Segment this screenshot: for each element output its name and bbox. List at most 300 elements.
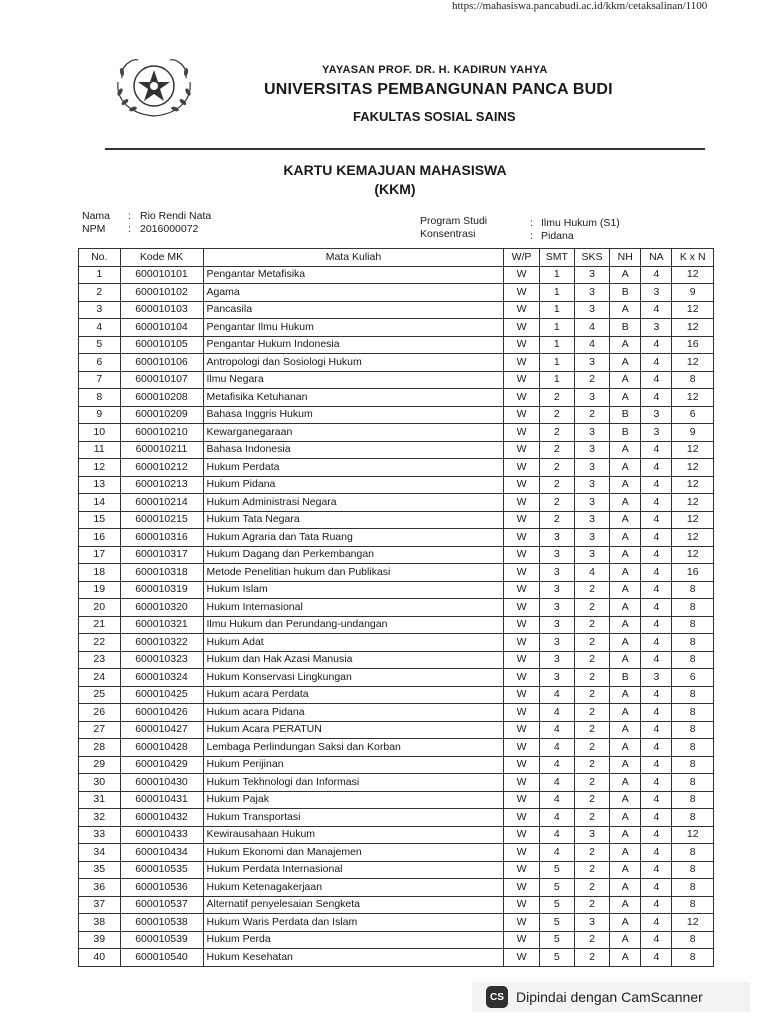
- cell-sks: 2: [574, 879, 609, 897]
- cell-kxn: 8: [672, 651, 714, 669]
- cell-kxn: 16: [672, 336, 714, 354]
- cell-nh: B: [610, 669, 641, 687]
- cell-no: 28: [79, 739, 121, 757]
- cell-smt: 4: [539, 809, 574, 827]
- cell-na: 4: [641, 371, 672, 389]
- cell-smt: 1: [539, 336, 574, 354]
- cell-sks: 2: [574, 599, 609, 617]
- cell-kxn: 8: [672, 739, 714, 757]
- cell-na: 3: [641, 406, 672, 424]
- cell-no: 20: [79, 599, 121, 617]
- cell-mata-kuliah: Hukum Konservasi Lingkungan: [203, 669, 504, 687]
- cell-kode-mk: 600010536: [120, 879, 203, 897]
- cell-na: 3: [641, 319, 672, 337]
- cell-wp: W: [504, 301, 539, 319]
- cell-kxn: 8: [672, 721, 714, 739]
- cell-smt: 3: [539, 634, 574, 652]
- cell-smt: 5: [539, 896, 574, 914]
- cell-nh: A: [610, 809, 641, 827]
- cell-sks: 3: [574, 826, 609, 844]
- cell-na: 4: [641, 721, 672, 739]
- table-row: [79, 774, 714, 792]
- table-row: [79, 406, 714, 424]
- cell-wp: W: [504, 494, 539, 512]
- cell-smt: 1: [539, 371, 574, 389]
- cell-wp: W: [504, 844, 539, 862]
- cell-kxn: 8: [672, 704, 714, 722]
- table-header-row: [79, 249, 714, 267]
- cell-na: 3: [641, 424, 672, 442]
- cell-nh: B: [610, 284, 641, 302]
- cell-mata-kuliah: Metafisika Ketuhanan: [203, 389, 504, 407]
- col-sks: SKS: [574, 249, 609, 267]
- cell-smt: 4: [539, 739, 574, 757]
- cell-wp: W: [504, 669, 539, 687]
- cell-no: 5: [79, 336, 121, 354]
- table-row: [79, 791, 714, 809]
- cell-sks: 3: [574, 529, 609, 547]
- cell-kxn: 12: [672, 476, 714, 494]
- cell-smt: 2: [539, 459, 574, 477]
- cell-smt: 4: [539, 791, 574, 809]
- cell-sks: 2: [574, 581, 609, 599]
- cell-sks: 2: [574, 371, 609, 389]
- cell-na: 4: [641, 581, 672, 599]
- cell-sks: 2: [574, 721, 609, 739]
- cell-na: 4: [641, 301, 672, 319]
- cell-kode-mk: 600010538: [120, 914, 203, 932]
- cell-no: 26: [79, 704, 121, 722]
- npm-value: 2016000072: [140, 223, 199, 235]
- cell-no: 19: [79, 581, 121, 599]
- cell-mata-kuliah: Hukum Perda: [203, 931, 504, 949]
- cell-nh: A: [610, 739, 641, 757]
- cell-kxn: 8: [672, 844, 714, 862]
- cell-sks: 2: [574, 704, 609, 722]
- cell-wp: W: [504, 319, 539, 337]
- cell-smt: 4: [539, 686, 574, 704]
- cell-smt: 2: [539, 406, 574, 424]
- cell-no: 24: [79, 669, 121, 687]
- cell-wp: W: [504, 861, 539, 879]
- cell-wp: W: [504, 371, 539, 389]
- cell-smt: 3: [539, 599, 574, 617]
- table-row: [79, 441, 714, 459]
- table-row: [79, 494, 714, 512]
- cell-sks: 2: [574, 634, 609, 652]
- cell-kxn: 12: [672, 301, 714, 319]
- cell-kxn: 12: [672, 354, 714, 372]
- cell-nh: A: [610, 266, 641, 284]
- table-row: [79, 301, 714, 319]
- cell-kode-mk: 600010432: [120, 809, 203, 827]
- cell-smt: 4: [539, 704, 574, 722]
- cell-kxn: 12: [672, 441, 714, 459]
- cell-smt: 1: [539, 354, 574, 372]
- cell-no: 3: [79, 301, 121, 319]
- cell-na: 4: [641, 389, 672, 407]
- cell-no: 38: [79, 914, 121, 932]
- cell-na: 4: [641, 931, 672, 949]
- cell-sks: 3: [574, 546, 609, 564]
- cell-sks: 3: [574, 301, 609, 319]
- cell-nh: A: [610, 844, 641, 862]
- cell-na: 4: [641, 529, 672, 547]
- cell-nh: A: [610, 546, 641, 564]
- cell-sks: 2: [574, 791, 609, 809]
- cell-wp: W: [504, 791, 539, 809]
- table-row: [79, 511, 714, 529]
- cell-wp: W: [504, 336, 539, 354]
- cell-mata-kuliah: Pengantar Metafisika: [203, 266, 504, 284]
- table-row: [79, 371, 714, 389]
- cell-wp: W: [504, 599, 539, 617]
- camscanner-watermark: [472, 982, 750, 1012]
- cell-kode-mk: 600010321: [120, 616, 203, 634]
- cell-na: 4: [641, 739, 672, 757]
- document-subtitle: (KKM): [374, 181, 416, 197]
- cell-na: 4: [641, 686, 672, 704]
- cell-nh: A: [610, 914, 641, 932]
- table-row: [79, 826, 714, 844]
- name-value: Rio Rendi Nata: [140, 210, 212, 222]
- cell-sks: 2: [574, 686, 609, 704]
- cell-no: 32: [79, 809, 121, 827]
- cell-wp: W: [504, 354, 539, 372]
- cell-sks: 3: [574, 511, 609, 529]
- cell-smt: 1: [539, 301, 574, 319]
- cell-sks: 3: [574, 354, 609, 372]
- cell-mata-kuliah: Hukum Tekhnologi dan Informasi: [203, 774, 504, 792]
- cell-kxn: 8: [672, 634, 714, 652]
- cell-sks: 2: [574, 651, 609, 669]
- cell-na: 4: [641, 791, 672, 809]
- cell-wp: W: [504, 931, 539, 949]
- cell-smt: 5: [539, 949, 574, 967]
- cell-nh: A: [610, 389, 641, 407]
- table-row: [79, 634, 714, 652]
- cell-sks: 2: [574, 669, 609, 687]
- cell-kode-mk: 600010537: [120, 896, 203, 914]
- cell-na: 4: [641, 441, 672, 459]
- cell-smt: 5: [539, 914, 574, 932]
- cell-sks: 3: [574, 476, 609, 494]
- cell-smt: 4: [539, 826, 574, 844]
- cell-kxn: 12: [672, 266, 714, 284]
- cell-no: 29: [79, 756, 121, 774]
- table-row: [79, 704, 714, 722]
- table-row: [79, 336, 714, 354]
- camscanner-text: Dipindai dengan CamScanner: [516, 989, 703, 1005]
- cell-kode-mk: 600010106: [120, 354, 203, 372]
- cell-smt: 3: [539, 669, 574, 687]
- cell-na: 4: [641, 844, 672, 862]
- cell-kxn: 16: [672, 564, 714, 582]
- cell-smt: 1: [539, 266, 574, 284]
- cell-nh: A: [610, 354, 641, 372]
- table-row: [79, 389, 714, 407]
- cell-kode-mk: 600010428: [120, 739, 203, 757]
- cell-nh: B: [610, 406, 641, 424]
- cell-wp: W: [504, 756, 539, 774]
- cell-smt: 2: [539, 424, 574, 442]
- cell-kode-mk: 600010434: [120, 844, 203, 862]
- table-row: [79, 616, 714, 634]
- cell-kode-mk: 600010212: [120, 459, 203, 477]
- cell-kode-mk: 600010107: [120, 371, 203, 389]
- table-row: [79, 896, 714, 914]
- name-colon: :: [128, 210, 131, 222]
- cell-nh: A: [610, 704, 641, 722]
- cell-smt: 2: [539, 511, 574, 529]
- table-row: [79, 721, 714, 739]
- cell-sks: 3: [574, 424, 609, 442]
- cell-na: 4: [641, 879, 672, 897]
- cell-nh: B: [610, 319, 641, 337]
- cell-kode-mk: 600010431: [120, 791, 203, 809]
- cell-mata-kuliah: Hukum Islam: [203, 581, 504, 599]
- cell-no: 33: [79, 826, 121, 844]
- cell-mata-kuliah: Hukum Perdata Internasional: [203, 861, 504, 879]
- table-row: [79, 879, 714, 897]
- cell-wp: W: [504, 424, 539, 442]
- cell-kode-mk: 600010433: [120, 826, 203, 844]
- table-row: [79, 809, 714, 827]
- document-title: KARTU KEMAJUAN MAHASISWA: [283, 162, 507, 178]
- cell-mata-kuliah: Pengantar Ilmu Hukum: [203, 319, 504, 337]
- table-row: [79, 914, 714, 932]
- cell-mata-kuliah: Hukum Perdata: [203, 459, 504, 477]
- prodi-label: Program Studi: [420, 215, 488, 227]
- cell-smt: 3: [539, 616, 574, 634]
- cell-nh: A: [610, 826, 641, 844]
- cell-kode-mk: 600010539: [120, 931, 203, 949]
- cell-smt: 1: [539, 284, 574, 302]
- cell-kxn: 8: [672, 581, 714, 599]
- cell-no: 30: [79, 774, 121, 792]
- cell-no: 17: [79, 546, 121, 564]
- cell-na: 4: [641, 634, 672, 652]
- cell-kode-mk: 600010323: [120, 651, 203, 669]
- cell-mata-kuliah: Hukum Dagang dan Perkembangan: [203, 546, 504, 564]
- cell-wp: W: [504, 406, 539, 424]
- cell-mata-kuliah: Hukum Tata Negara: [203, 511, 504, 529]
- camscanner-icon: CS: [486, 986, 508, 1008]
- cell-kode-mk: 600010316: [120, 529, 203, 547]
- table-row: [79, 599, 714, 617]
- cell-nh: A: [610, 476, 641, 494]
- cell-mata-kuliah: Lembaga Perlindungan Saksi dan Korban: [203, 739, 504, 757]
- table-row: [79, 844, 714, 862]
- cell-kode-mk: 600010320: [120, 599, 203, 617]
- cell-na: 4: [641, 914, 672, 932]
- cell-no: 31: [79, 791, 121, 809]
- cell-nh: A: [610, 529, 641, 547]
- cell-nh: A: [610, 931, 641, 949]
- col-kxn: K x N: [672, 249, 714, 267]
- cell-mata-kuliah: Metode Penelitian hukum dan Publikasi: [203, 564, 504, 582]
- cell-no: 13: [79, 476, 121, 494]
- cell-nh: A: [610, 949, 641, 967]
- cell-sks: 3: [574, 494, 609, 512]
- cell-nh: A: [610, 511, 641, 529]
- scan-url: https://mahasiswa.pancabudi.ac.id/kkm/cetaksalinan/1100: [452, 0, 708, 12]
- cell-wp: W: [504, 459, 539, 477]
- cell-no: 39: [79, 931, 121, 949]
- cell-kxn: 8: [672, 949, 714, 967]
- grades-table: [78, 248, 714, 967]
- cell-mata-kuliah: Ilmu Hukum dan Perundang-undangan: [203, 616, 504, 634]
- cell-wp: W: [504, 546, 539, 564]
- cell-kxn: 8: [672, 879, 714, 897]
- cell-kode-mk: 600010210: [120, 424, 203, 442]
- col-kode-mk: Kode MK: [120, 249, 203, 267]
- table-row: [79, 284, 714, 302]
- cell-sks: 2: [574, 406, 609, 424]
- cell-sks: 3: [574, 284, 609, 302]
- foundation-name: YAYASAN PROF. DR. H. KADIRUN YAHYA: [322, 64, 548, 76]
- cell-wp: W: [504, 651, 539, 669]
- table-row: [79, 354, 714, 372]
- cell-nh: A: [610, 581, 641, 599]
- cell-smt: 5: [539, 861, 574, 879]
- col-no: No.: [79, 249, 121, 267]
- cell-kode-mk: 600010213: [120, 476, 203, 494]
- cell-mata-kuliah: Ilmu Negara: [203, 371, 504, 389]
- cell-no: 2: [79, 284, 121, 302]
- cell-na: 3: [641, 669, 672, 687]
- cell-wp: W: [504, 441, 539, 459]
- cell-mata-kuliah: Kewarganegaraan: [203, 424, 504, 442]
- cell-wp: W: [504, 389, 539, 407]
- cell-wp: W: [504, 564, 539, 582]
- cell-kxn: 12: [672, 389, 714, 407]
- cell-no: 6: [79, 354, 121, 372]
- cell-wp: W: [504, 896, 539, 914]
- cell-wp: W: [504, 476, 539, 494]
- cell-kode-mk: 600010427: [120, 721, 203, 739]
- cell-wp: W: [504, 809, 539, 827]
- cell-kode-mk: 600010104: [120, 319, 203, 337]
- cell-smt: 4: [539, 756, 574, 774]
- cell-sks: 2: [574, 844, 609, 862]
- cell-nh: A: [610, 896, 641, 914]
- table-row: [79, 266, 714, 284]
- cell-smt: 2: [539, 494, 574, 512]
- table-row: [79, 949, 714, 967]
- cell-na: 4: [641, 336, 672, 354]
- cell-sks: 3: [574, 914, 609, 932]
- npm-colon: :: [128, 223, 131, 235]
- cell-no: 18: [79, 564, 121, 582]
- cell-smt: 4: [539, 774, 574, 792]
- cell-no: 16: [79, 529, 121, 547]
- cell-sks: 2: [574, 861, 609, 879]
- cell-no: 27: [79, 721, 121, 739]
- cell-mata-kuliah: Hukum Administrasi Negara: [203, 494, 504, 512]
- col-smt: SMT: [539, 249, 574, 267]
- table-row: [79, 424, 714, 442]
- cell-na: 4: [641, 616, 672, 634]
- konsentrasi-value: Pidana: [541, 230, 574, 242]
- cell-na: 3: [641, 284, 672, 302]
- university-emblem-icon: [108, 52, 200, 122]
- cell-nh: A: [610, 879, 641, 897]
- cell-mata-kuliah: Alternatif penyelesaian Sengketa: [203, 896, 504, 914]
- cell-wp: W: [504, 634, 539, 652]
- cell-sks: 4: [574, 319, 609, 337]
- cell-no: 11: [79, 441, 121, 459]
- grades-body: [79, 266, 714, 966]
- cell-wp: W: [504, 529, 539, 547]
- table-row: [79, 756, 714, 774]
- cell-nh: A: [610, 651, 641, 669]
- cell-smt: 5: [539, 931, 574, 949]
- cell-kxn: 6: [672, 669, 714, 687]
- cell-kode-mk: 600010324: [120, 669, 203, 687]
- cell-kode-mk: 600010540: [120, 949, 203, 967]
- cell-wp: W: [504, 879, 539, 897]
- cell-smt: 3: [539, 581, 574, 599]
- cell-smt: 1: [539, 319, 574, 337]
- cell-no: 12: [79, 459, 121, 477]
- cell-kode-mk: 600010105: [120, 336, 203, 354]
- cell-kode-mk: 600010318: [120, 564, 203, 582]
- cell-kxn: 6: [672, 406, 714, 424]
- cell-mata-kuliah: Antropologi dan Sosiologi Hukum: [203, 354, 504, 372]
- cell-kxn: 12: [672, 494, 714, 512]
- cell-sks: 3: [574, 459, 609, 477]
- npm-label: NPM: [82, 223, 106, 235]
- cell-mata-kuliah: Hukum Perijinan: [203, 756, 504, 774]
- table-row: [79, 459, 714, 477]
- cell-wp: W: [504, 616, 539, 634]
- cell-kode-mk: 600010317: [120, 546, 203, 564]
- konsentrasi-colon: :: [530, 230, 533, 242]
- cell-kxn: 8: [672, 686, 714, 704]
- cell-mata-kuliah: Hukum Acara PERATUN: [203, 721, 504, 739]
- cell-kxn: 8: [672, 896, 714, 914]
- cell-kxn: 8: [672, 371, 714, 389]
- cell-kode-mk: 600010425: [120, 686, 203, 704]
- cell-kxn: 8: [672, 774, 714, 792]
- cell-kxn: 8: [672, 931, 714, 949]
- cell-na: 4: [641, 651, 672, 669]
- cell-mata-kuliah: Agama: [203, 284, 504, 302]
- cell-mata-kuliah: Hukum Waris Perdata dan Islam: [203, 914, 504, 932]
- cell-mata-kuliah: Hukum Transportasi: [203, 809, 504, 827]
- cell-kxn: 12: [672, 826, 714, 844]
- cell-smt: 3: [539, 546, 574, 564]
- cell-kode-mk: 600010429: [120, 756, 203, 774]
- cell-mata-kuliah: Hukum Internasional: [203, 599, 504, 617]
- cell-no: 15: [79, 511, 121, 529]
- cell-kode-mk: 600010211: [120, 441, 203, 459]
- cell-kxn: 8: [672, 861, 714, 879]
- cell-nh: A: [610, 336, 641, 354]
- table-row: [79, 319, 714, 337]
- university-name: UNIVERSITAS PEMBANGUNAN PANCA BUDI: [264, 81, 613, 98]
- cell-wp: W: [504, 581, 539, 599]
- prodi-colon: :: [530, 217, 533, 229]
- table-row: [79, 651, 714, 669]
- cell-nh: A: [610, 459, 641, 477]
- faculty-name: FAKULTAS SOSIAL SAINS: [353, 109, 516, 124]
- cell-mata-kuliah: Bahasa Indonesia: [203, 441, 504, 459]
- cell-mata-kuliah: Hukum Pidana: [203, 476, 504, 494]
- cell-smt: 4: [539, 721, 574, 739]
- cell-sks: 2: [574, 739, 609, 757]
